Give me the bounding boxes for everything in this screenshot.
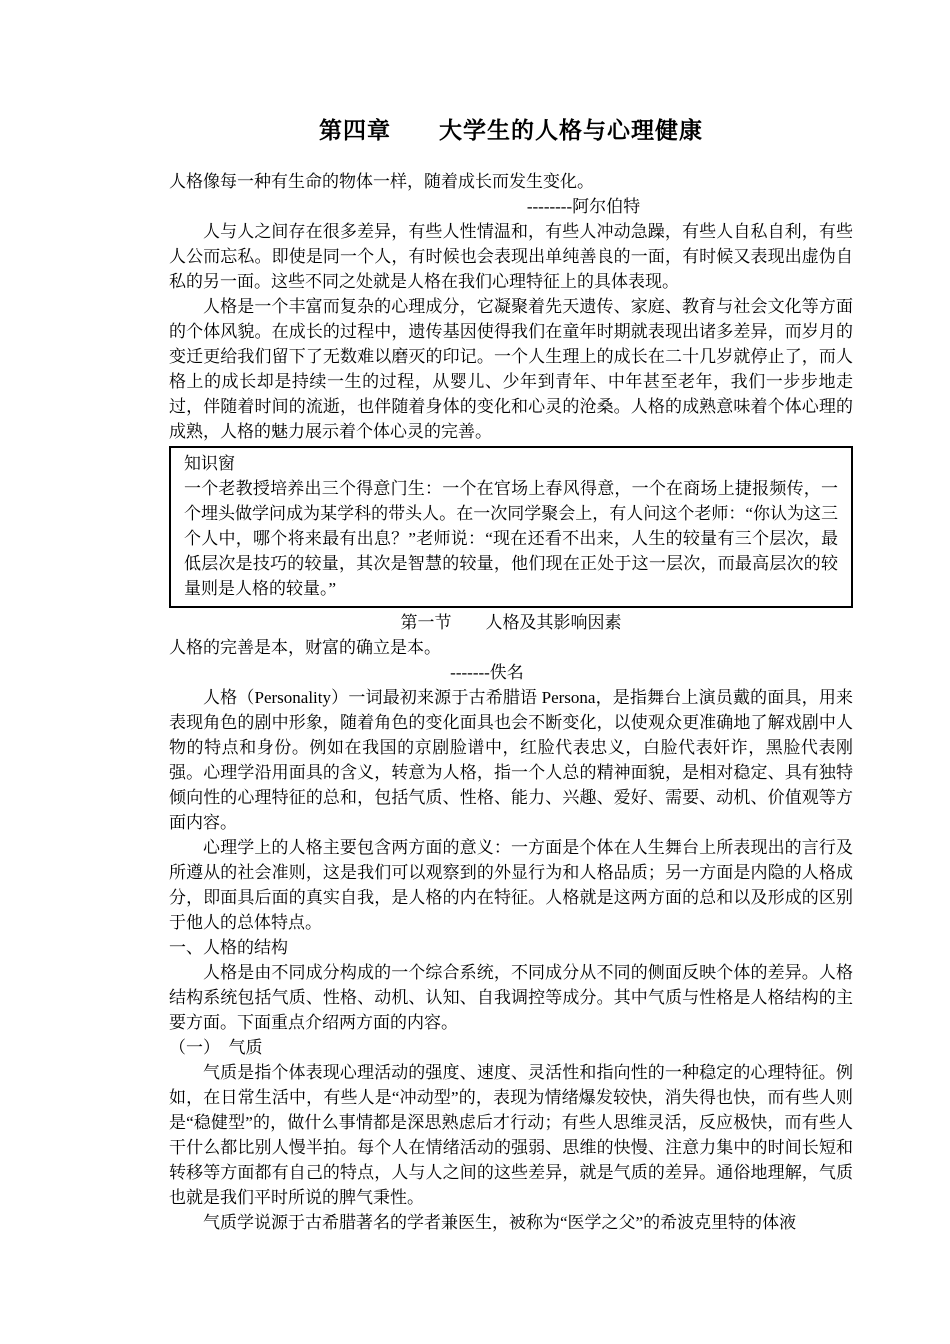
knowledge-window-label: 知识窗 (184, 454, 235, 473)
section-epigraph-author: -------佚名 (450, 663, 524, 682)
document-page (169, 0, 853, 1235)
paragraph-personality-development: 人格是一个丰富而复杂的心理成分，它凝聚着先天遗传、家庭、教育与社会文化等方面的个体风貌。在成长的过程中，遗传基因使得我们在童年时期就表现出诸多差异，而岁月的变迁更给我们留下了无数难以磨灭的印记。一个人生理上的成长在二十几岁就停止了，而人格上的成长却是持续一生的过程，从婴儿、少年到青年、中年甚至老年，我们一步步地走过，伴随着时间的流逝，也伴随着身体的变化和心灵的沧桑。人格的成熟意味着个体心理的成熟，人格的魅力展示着个体心灵的完善。 (169, 297, 853, 441)
knowledge-window-box (169, 446, 853, 608)
paragraph-personality-origin: 人格（Personality）一词最初来源于古希腊语 Persona，是指舞台上演员戴的面具，用来表现角色的剧中形象，随着角色的变化面具也会不断变化，以使观众更准确地了解戏剧中人物的特点和身份。例如在我国的京剧脸谱中，红脸代表忠义，白脸代表奸诈，黑脸代表刚强。心理学沿用面具的含义，转意为人格，指一个人总的精神面貌，是相对稳定、具有独特倾向性的心理特征的总和，包括气质、性格、能力、兴趣、爱好、需要、动机、价值观等方面内容。 (169, 688, 853, 832)
paragraph-individual-differences: 人与人之间存在很多差异，有些人性情温和，有些人冲动急躁，有些人自私自利，有些人公而忘私。即使是同一个人，有时候也会表现出单纯善良的一面，有时候又表现出虚伪自私的另一面。这些不同之处就是人格在我们心理特征上的具体表现。 (169, 222, 853, 291)
chapter-title: 第四章 大学生的人格与心理健康 (319, 118, 703, 143)
epigraph-author: --------阿尔伯特 (526, 197, 641, 216)
section-epigraph-text: 人格的完善是本，财富的确立是本。 (169, 638, 441, 657)
epigraph-text: 人格像每一种有生命的物体一样，随着成长而发生变化。 (169, 172, 594, 191)
paragraph-personality-two-meanings: 心理学上的人格主要包含两方面的意义：一方面是个体在人生舞台上所表现出的言行及所遵从的社会准则，这是我们可以观察到的外显行为和人格品质；另一方面是内隐的人格成分，即面具后面的真实自我，是人格的内在特征。人格就是这两方面的总和以及形成的区别于他人的总体特点。 (169, 838, 853, 932)
subsection-heading-structure: 一、人格的结构 (169, 938, 288, 957)
paragraph-structure: 人格是由不同成分构成的一个综合系统，不同成分从不同的侧面反映个体的差异。人格结构系统包括气质、性格、动机、认知、自我调控等成分。其中气质与性格是人格结构的主要方面。下面重点介绍两方面的内容。 (169, 963, 853, 1032)
paragraph-temperament-definition: 气质是指个体表现心理活动的强度、速度、灵活性和指向性的一种稳定的心理特征。例如，在日常生活中，有些人是“冲动型”的，表现为情绪爆发较快，消失得也快，而有些人则是“稳健型”的，做什么事情都是深思熟虑后才行动；有些人思维灵活，反应极快，而有些人干什么都比别人慢半拍。每个人在情绪活动的强弱、思维的快慢、注意力集中的时间长短和转移等方面都有自己的特点，人与人之间的这些差异，就是气质的差异。通俗地理解，气质也就是我们平时所说的脾气秉性。 (169, 1063, 853, 1207)
section-heading: 第一节 人格及其影响因素 (400, 613, 622, 632)
knowledge-window-text: 一个老教授培养出三个得意门生：一个在官场上春风得意，一个在商场上捷报频传，一个埋头做学问成为某学科的带头人。在一次同学聚会上，有人问这个老师：“你认为这三个人中，哪个将来最有出息？”老师说：“现在还看不出来，人生的较量有三个层次，最低层次是技巧的较量，其次是智慧的较量，他们现在正处于这一层次，而最高层次的较量则是人格的较量。” (184, 479, 838, 598)
paragraph-temperament-theory-origin: 气质学说源于古希腊著名的学者兼医生，被称为“医学之父”的希波克里特的体液 (203, 1213, 797, 1232)
subsection-heading-temperament: （一） 气质 (169, 1038, 263, 1057)
